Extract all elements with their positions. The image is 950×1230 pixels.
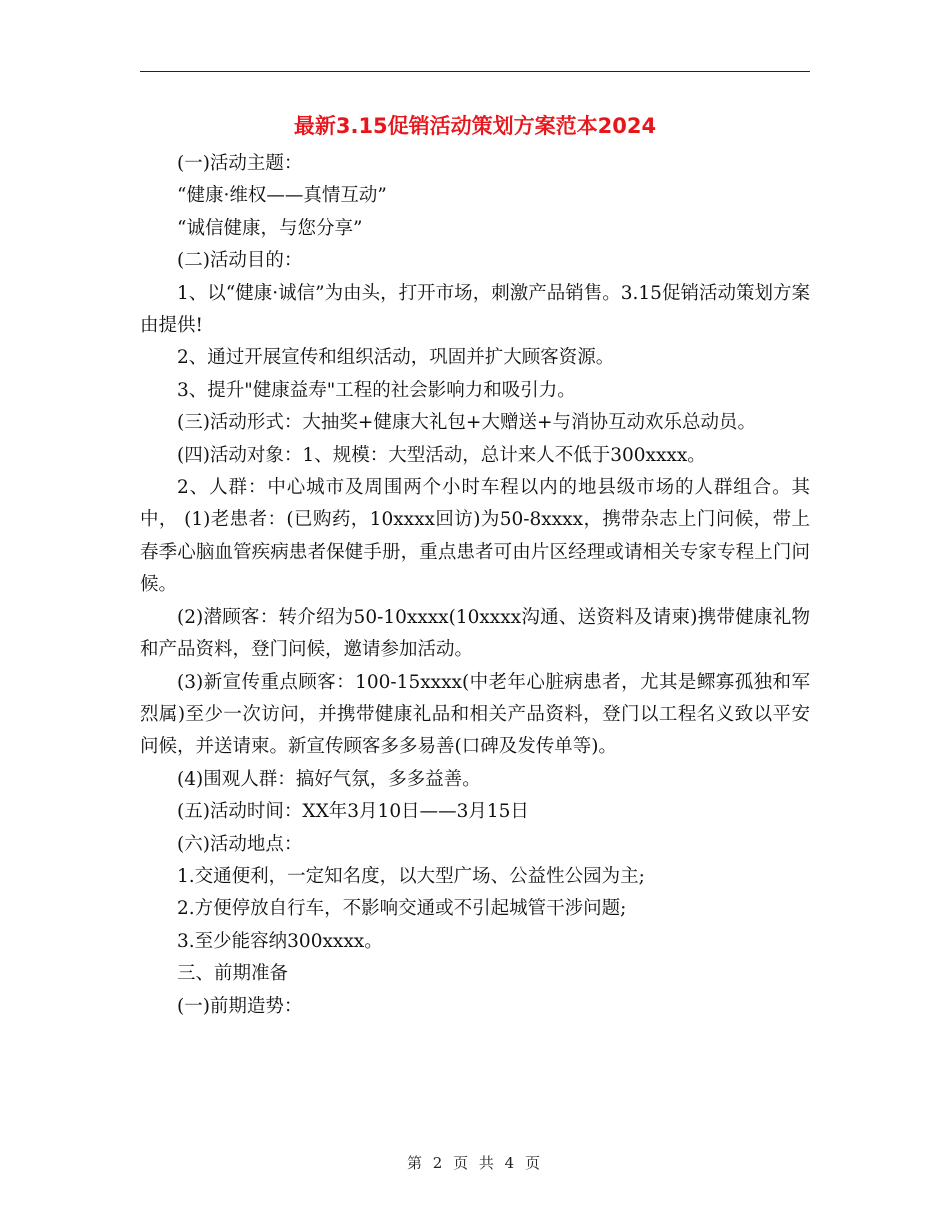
page-number-footer: 第 2 页 共 4 页 [407,1154,543,1172]
paragraph-promotion-heading: (一)前期造势： [177,995,303,1017]
paragraph-target: (四)活动对象：1、规模：大型活动，总计来人不低于300xxxx。 [177,444,706,466]
paragraph-purpose-2: 2、通过开展宣传和组织活动，巩固并扩大顾客资源。 [177,347,615,369]
paragraph-location-2: 2.方便停放自行车，不影响交通或不引起城管干涉问题; [177,898,627,920]
paragraph-theme-1: “健康·维权——真情互动” [177,185,387,207]
paragraph-location-heading: (六)活动地点： [177,833,303,855]
paragraph-potential-customers: (2)潜顾客：转介绍为50-10xxxx(10xxxx沟通、送资料及请柬)携带健康礼物和产品资料，登门问候，邀请参加活动。 [140,606,810,661]
paragraph-purpose-heading: (二)活动目的： [177,250,303,272]
paragraph-theme-heading: (一)活动主题： [177,153,303,174]
paragraph-theme-2: “诚信健康，与您分享” [177,217,363,239]
paragraph-location-1: 1.交通便利，一定知名度，以大型广场、公益性公园为主; [177,865,645,887]
document-body [140,148,810,1023]
paragraph-form: (三)活动形式：大抽奖+健康大礼包+大赠送+与消协互动欢乐总动员。 [177,412,756,434]
paragraph-location-3: 3.至少能容纳300xxxx。 [177,930,383,952]
paragraph-time: (五)活动时间：XX年3月10日——3月15日 [177,801,529,823]
paragraph-purpose-3: 3、提升"健康益寿"工程的社会影响力和吸引力。 [177,379,576,401]
paragraph-purpose-1: 1、以“健康·诚信”为由头，打开市场，刺激产品销售。3.15促销活动策划方案由提供! [140,282,810,337]
paragraph-onlookers: (4)围观人群：搞好气氛，多多益善。 [177,768,481,790]
paragraph-preparation-heading: 三、前期准备 [177,963,289,985]
header-rule [140,71,810,72]
paragraph-crowd: 2、人群：中心城市及周围两个小时车程以内的地县级市场的人群组合。其中， (1)老患者：(已购药，10xxxx回访)为50-8xxxx，携带杂志上门问候，带上春季心脑血管疾病患者保健手册，重点患者可由片区经理或请相关专家专程上门问候。 [140,477,810,596]
paragraph-new-customers: (3)新宣传重点顾客：100-15xxxx(中老年心脏病患者，尤其是鳏寡孤独和军烈属)至少一次访问，并携带健康礼品和相关产品资料，登门以工程名义致以平安问候，并送请柬。新宣传顾客多多易善(口碑及发传单等)。 [140,671,810,758]
document-title: 最新3.15促销活动策划方案范本2024 [293,114,657,138]
